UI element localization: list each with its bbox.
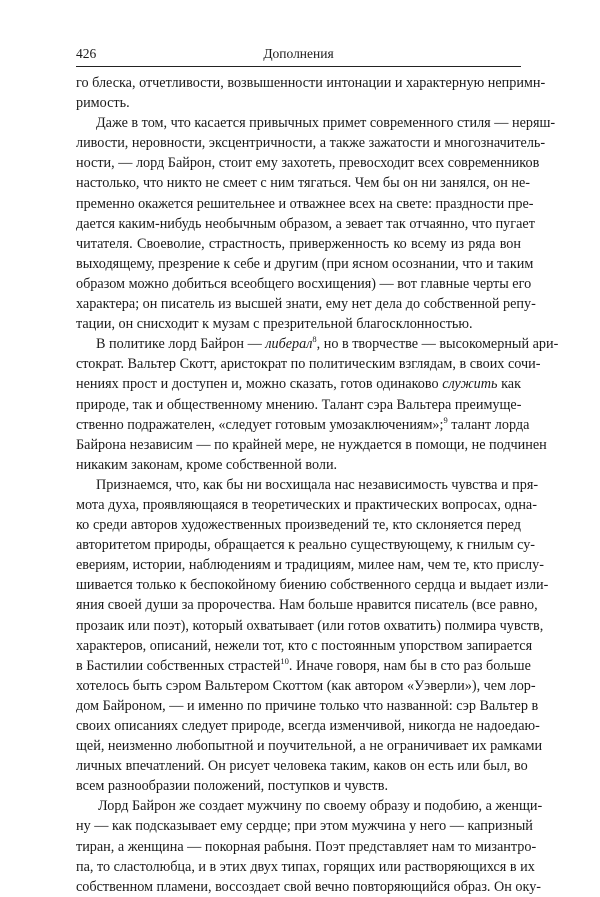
text-line: характеров, описаний, нежели тот, кто с постоянным упорством запирается (76, 637, 533, 654)
footnote-ref[interactable]: 9 (443, 414, 448, 425)
text-line: Байрона независим — по крайней мере, не нуждается в помощи, не подчинен (76, 436, 547, 453)
text-line: В политике лорд Байрон — либерал$^8$, но в творчестве — высокомерный ари- (96, 334, 559, 353)
footnote-ref[interactable]: 8 (312, 334, 317, 345)
text-line: Лорд Байрон же создает мужчину по своему образу и подобию, а женщи- (98, 798, 543, 815)
text-line: Признаемся, что, как бы ни восхищала нас независимость чувства и пря- (96, 476, 539, 493)
text-line: тации, он снисходит к музам с презрительной благосклонностью. (76, 316, 473, 333)
text-line: ности, — лорд Байрон, стоит ему захотеть, превосходит всех современников (76, 155, 540, 172)
text-line: щей, неизменно любопытной и поучительной, а не ограничивает их рамками (76, 738, 543, 755)
text-line: яния своей души за пророчества. Нам больше нравится писатель (все равно, (76, 597, 538, 614)
text-line: па, то сластолюбца, и в этих двух типах, горящих или растворяющихся в их (76, 858, 535, 875)
text-line: ливости, неровности, эксцентричности, а также зажатости и многозначитель- (76, 135, 546, 152)
text-line: римость. (76, 95, 130, 112)
text-line: прозаик или поэт), который охватывает (или готов охватить) полмира чувств, (76, 617, 544, 634)
paragraph (76, 113, 556, 334)
text-line: мота духа, проявляющаяся в теоретических и практических вопросах, одна- (76, 496, 537, 513)
text-line: никаким законам, кроме собственной воли. (76, 456, 338, 473)
text-line: ственно подражателен, «следует готовым умозаключениям»;$^9$ талант лорда (76, 414, 530, 433)
paragraph (76, 475, 549, 797)
emphasis: либерал (265, 336, 313, 353)
text-line: пременно окажется решительнее и отважнее всех на свете: праздности пре- (76, 195, 534, 212)
text-line: евериям, истории, наблюдениям и традициям, милее нам, чем те, кто прислу- (76, 557, 544, 574)
text-line: хотелось быть сэром Вальтером Скоттом (как автором «Уэверли»), чем лор- (76, 677, 536, 694)
footnote-ref[interactable]: 10 (280, 655, 289, 666)
text-line: своих описаниях следует природе, всегда изменчивой, никогда не надоедаю- (76, 718, 540, 734)
page-number: 426 (76, 46, 97, 61)
text-line: дается каким-нибудь необычным образом, а зевает так отчаянно, что пугает (76, 215, 535, 232)
text-line: всем разнообразии положений, поступков и чувств. (76, 778, 389, 795)
text-line: личных впечатлений. Он рисует человека таким, каков он есть или был, во (76, 758, 528, 775)
text-line: дом Байроном, — и именно по причине только что названной: сэр Вальтер в (76, 697, 539, 714)
header-rule (76, 66, 521, 67)
text-line: нениях прост и доступен и, можно сказать, готов одинаково служить как (76, 376, 521, 393)
text-line: авторитетом природы, обращается к реально существующему, к гнилым су- (76, 537, 536, 554)
paragraph (76, 334, 559, 475)
text-line: образом можно добиться всеобщего восхищения) — вот главные черты его (76, 275, 532, 292)
text-line: в Бастилии собственных страстей$^{10}$. Иначе говоря, нам бы в сто раз больше (76, 655, 531, 674)
body-text (76, 73, 559, 897)
text-line: собственном пламени, воссоздает свой вечно повторяющийся образ. Он оку- (76, 878, 542, 895)
book-page (76, 44, 559, 897)
text-line: ну — как подсказывает ему сердце; при этом мужчина у него — капризный (76, 818, 533, 835)
text-line: характера; он писатель из высшей знати, ему нет дела до собственной репу- (76, 296, 536, 313)
text-line: го блеска, отчетливости, возвышенности интонации и характерную непримн- (76, 75, 546, 91)
paragraph (76, 73, 546, 113)
text-line: читателя. Своеволие, страстность, приверженность ко всему из ряда вон (76, 235, 521, 252)
text-line: тиран, а женщина — покорная рабыня. Поэт представляет нам то мизантро- (76, 838, 537, 855)
text-line: выходящему, презрение к себе и другим (при ясном осознании, что и таким (76, 255, 534, 272)
running-title: Дополнения (263, 46, 334, 61)
running-head (76, 44, 521, 64)
text-line: ко среди авторов художественных произведений те, кто склоняется перед (76, 517, 521, 534)
paragraph (76, 796, 543, 896)
text-line: Даже в том, что касается привычных примет современного стиля — неряш- (96, 115, 556, 132)
text-line: шивается только к беспокойному биению собственного сердца и выдает изли- (76, 577, 549, 594)
text-line: настолько, что никто не смеет с ним тягаться. Чем бы он ни занялся, он не- (76, 175, 530, 192)
text-line: природе, так и общественному мнению. Талант сэра Вальтера преимуще- (76, 396, 522, 413)
text-line: стократ. Вальтер Скотт, аристократ по политическим взглядам, в своих сочи- (76, 356, 541, 373)
emphasis: служить (442, 376, 498, 393)
